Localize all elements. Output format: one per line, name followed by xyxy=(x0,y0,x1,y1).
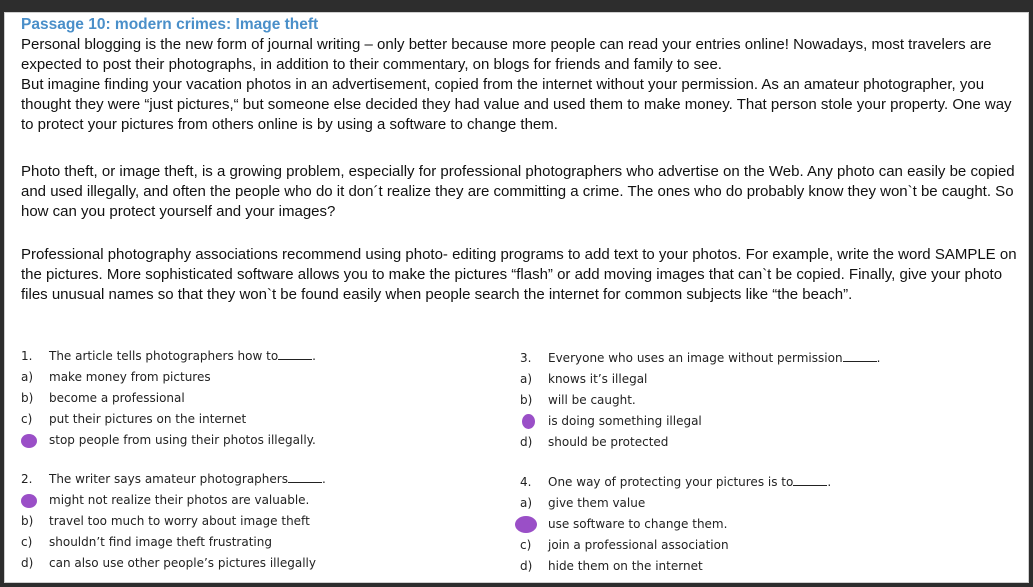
question-stem xyxy=(21,346,501,367)
option-text: become a professional xyxy=(49,391,185,405)
question-stem-text: Everyone who uses an image without permission xyxy=(548,351,843,365)
question-stem xyxy=(21,469,501,490)
option-c[interactable] xyxy=(21,532,501,553)
option-text: use software to change them. xyxy=(548,517,728,531)
option-b[interactable] xyxy=(21,511,501,532)
question-stem xyxy=(520,472,1020,493)
document-page xyxy=(4,12,1029,583)
option-b[interactable] xyxy=(520,390,1020,411)
question-3 xyxy=(520,348,1020,458)
option-text: will be caught. xyxy=(548,393,636,407)
option-text: shouldn’t find image theft frustrating xyxy=(49,535,272,549)
question-stem-end: . xyxy=(876,351,881,365)
option-text: can also use other people’s pictures illegally xyxy=(49,556,316,570)
option-letter: a) xyxy=(21,370,34,384)
option-d[interactable] xyxy=(21,553,501,574)
option-b[interactable] xyxy=(520,514,1020,535)
passage-title: Passage 10: modern crimes: Image theft xyxy=(21,16,319,33)
option-letter: c) xyxy=(21,412,33,426)
option-letter: d) xyxy=(520,559,533,573)
answer-blank xyxy=(278,347,312,360)
option-letter: d) xyxy=(520,435,533,449)
option-letter: a) xyxy=(520,496,533,510)
option-text: make money from pictures xyxy=(49,370,211,384)
option-d[interactable] xyxy=(520,556,1020,577)
question-stem-end: . xyxy=(321,472,326,486)
option-c[interactable] xyxy=(21,409,501,430)
selected-answer-mark xyxy=(522,414,535,429)
passage-paragraph-1: Personal blogging is the new form of journal writing – only better because more people can read your entries online! Nowadays, most travelers are expected to post their photographs, in addition to their commentary, on blogs for friends and family to see. xyxy=(21,36,992,73)
option-text: hide them on the internet xyxy=(548,559,703,573)
option-text: stop people from using their photos illegally. xyxy=(49,433,316,447)
option-letter: c) xyxy=(21,535,33,549)
option-b[interactable] xyxy=(21,388,501,409)
option-letter: b) xyxy=(21,514,34,528)
answer-blank xyxy=(288,470,322,483)
option-text: knows it’s illegal xyxy=(548,372,648,386)
option-a[interactable] xyxy=(21,367,501,388)
question-number: 1. xyxy=(21,349,33,363)
question-stem-text: The article tells photographers how to xyxy=(49,349,279,363)
passage-paragraph-3: Photo theft, or image theft, is a growing problem, especially for professional photographers who advertise on the Web. Any photo can easily be copied and used illegally, and often the people who do it don´t realize they are committing a crime. The ones who do probably know they won`t be caught. So how can you protect yourself and your images? xyxy=(21,163,1015,220)
option-a[interactable] xyxy=(520,493,1020,514)
question-stem-end: . xyxy=(827,475,832,489)
question-1 xyxy=(21,346,501,456)
question-number: 3. xyxy=(520,351,532,365)
question-number: 2. xyxy=(21,472,33,486)
passage-paragraph-4: Professional photography associations recommend using photo- editing programs to add text to your photos. For example, write the word SAMPLE on the pictures. More sophisticated software allows you to make the pictures “flash” or add moving images that can`t be copied. Finally, give your photo files unusual names so that they won`t be found easily when people search the internet for common subjects like “the beach”. xyxy=(21,246,1017,303)
option-c[interactable] xyxy=(520,411,1020,432)
option-text: is doing something illegal xyxy=(548,414,702,428)
question-number: 4. xyxy=(520,475,532,489)
option-d[interactable] xyxy=(520,432,1020,453)
option-text: join a professional association xyxy=(548,538,729,552)
option-text: should be protected xyxy=(548,435,669,449)
question-stem-text: The writer says amateur photographers xyxy=(49,472,288,486)
option-a[interactable] xyxy=(520,369,1020,390)
selected-answer-mark xyxy=(515,516,537,533)
selected-answer-mark xyxy=(21,434,37,448)
question-stem-text: One way of protecting your pictures is to xyxy=(548,475,794,489)
passage-paragraph-2: But imagine finding your vacation photos in an advertisement, copied from the internet without your permission. As an amateur photographer, you thought they were “just pictures,“ but someone else decided they had value and used them to make money. That person stole your property. One way to protect your pictures from others online is by using a software to change them. xyxy=(21,76,1012,133)
option-c[interactable] xyxy=(520,535,1020,556)
selected-answer-mark xyxy=(21,494,37,508)
option-text: put their pictures on the internet xyxy=(49,412,247,426)
question-stem-end: . xyxy=(312,349,316,363)
answer-blank xyxy=(793,473,827,486)
option-letter: b) xyxy=(520,393,533,407)
option-d[interactable] xyxy=(21,430,501,451)
option-letter: c) xyxy=(520,538,532,552)
question-4 xyxy=(520,472,1020,582)
question-stem xyxy=(520,348,1020,369)
option-text: give them value xyxy=(548,496,646,510)
option-text: travel too much to worry about image theft xyxy=(49,514,310,528)
option-letter: b) xyxy=(21,391,34,405)
option-a[interactable] xyxy=(21,490,501,511)
window-top-bar xyxy=(0,0,1033,12)
answer-blank xyxy=(843,349,877,362)
option-text: might not realize their photos are valuable. xyxy=(49,493,310,507)
question-2 xyxy=(21,469,501,579)
option-letter: a) xyxy=(520,372,533,386)
option-letter: d) xyxy=(21,556,34,570)
